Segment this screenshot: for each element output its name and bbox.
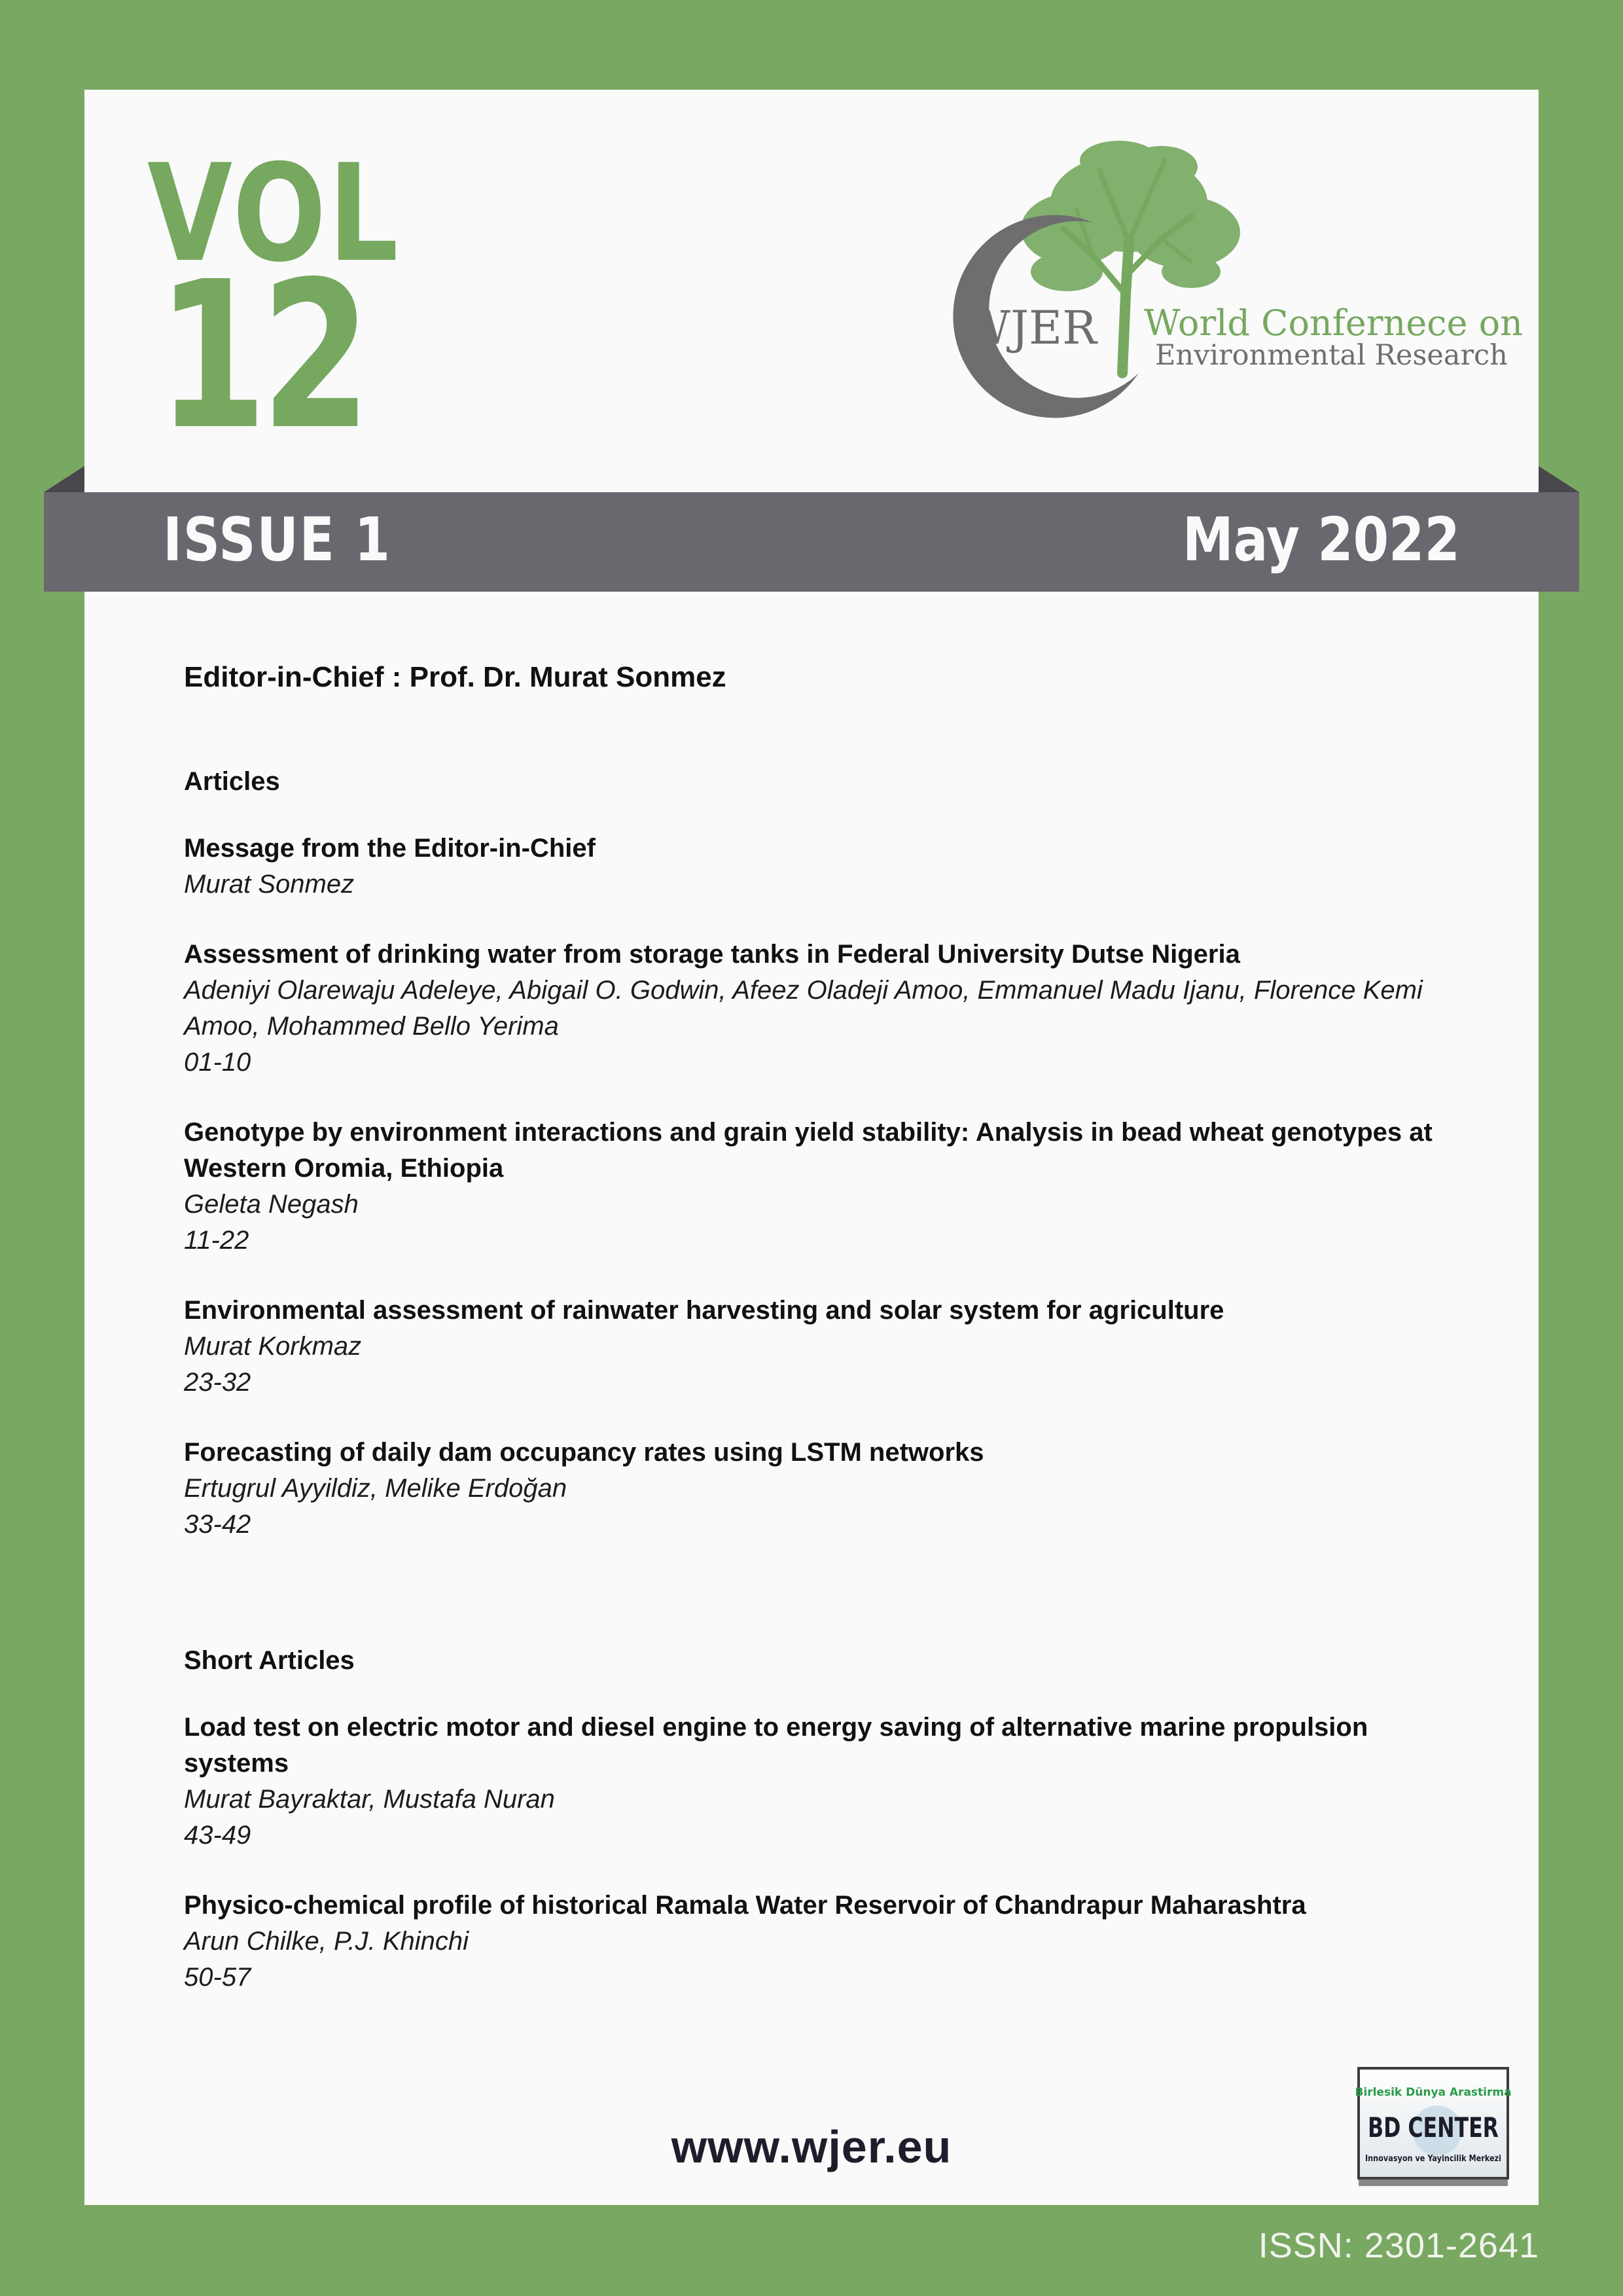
article-title: Genotype by environment interactions and grain yield stability: Analysis in bead wheat genotypes at Western Oromia, Ethiopia [184, 1118, 1433, 1183]
article-authors: Murat Bayraktar, Mustafa Nuran [184, 1785, 555, 1814]
article-pages: 23-32 [184, 1368, 251, 1397]
article-authors: Geleta Negash [184, 1190, 359, 1219]
article-title: Environmental assessment of rainwater harvesting and solar system for agriculture [184, 1296, 1224, 1325]
logo-name-line2: Environmental Research [1155, 339, 1508, 372]
article-title: Load test on electric motor and diesel engine to energy saving of alternative marine propulsion systems [184, 1713, 1368, 1778]
article-authors: Murat Korkmaz [184, 1332, 362, 1361]
article-title: Assessment of drinking water from storage tanks in Federal University Dutse Nigeria [184, 940, 1240, 969]
bd-logo-main: BD CENTER [1368, 2111, 1499, 2144]
issue-date: May 2022 [1182, 505, 1460, 575]
volume-label: VOL [147, 136, 401, 292]
bd-logo-line2: Innovasyon ve Yayincilik Merkezi [1365, 2154, 1501, 2164]
issue-ribbon [44, 492, 1579, 592]
logo-abbreviation: WJER [963, 301, 1097, 355]
issue-label: ISSUE 1 [163, 505, 391, 575]
article-pages: 50-57 [184, 1963, 251, 1992]
article-authors: Arun Chilke, P.J. Khinchi [184, 1927, 469, 1956]
article-title: Forecasting of daily dam occupancy rates using LSTM networks [184, 1438, 984, 1467]
article-entry [184, 831, 1480, 903]
volume-number: 12 [157, 238, 365, 475]
section-title-short-articles: Short Articles [184, 1646, 355, 1675]
article-entry [184, 1888, 1480, 1996]
article-authors: Adeniyi Olarewaju Adeleye, Abigail O. Godwin, Afeez Oladeji Amoo, Emmanuel Madu Ijanu, Florence Kemi Amoo, Mohammed Bello Yerima [184, 976, 1423, 1041]
article-entry [184, 937, 1480, 1081]
bd-logo-line1: Birlesik Dünya Arastirma [1355, 2086, 1512, 2099]
wjer-logo [903, 131, 1523, 452]
bd-center-logo [1355, 2068, 1512, 2191]
article-entry [184, 1293, 1480, 1401]
article-pages: 43-49 [184, 1821, 251, 1850]
logo-name-line1: World Confernece on [1144, 302, 1523, 344]
ribbon-fold-right [1539, 466, 1579, 492]
ribbon-fold-left [44, 466, 84, 492]
section-title-articles: Articles [184, 767, 280, 796]
table-of-contents [184, 661, 1480, 1996]
article-pages: 11-22 [184, 1226, 249, 1255]
article-pages: 01-10 [184, 1048, 251, 1077]
editor-in-chief: Editor-in-Chief : Prof. Dr. Murat Sonmez [184, 661, 726, 693]
article-title: Message from the Editor-in-Chief [184, 834, 596, 863]
issn-number: ISSN: 2301-2641 [1258, 2226, 1539, 2265]
article-authors: Ertugrul Ayyildiz, Melike Erdoğan [184, 1474, 567, 1503]
article-entry [184, 1115, 1480, 1259]
article-title: Physico-chemical profile of historical Ramala Water Reservoir of Chandrapur Maharashtra [184, 1891, 1306, 1920]
article-entry [184, 1435, 1480, 1543]
website-link[interactable]: www.wjer.eu [671, 2121, 952, 2172]
article-authors: Murat Sonmez [184, 870, 355, 899]
article-pages: 33-42 [184, 1510, 251, 1539]
article-entry [184, 1710, 1480, 1854]
